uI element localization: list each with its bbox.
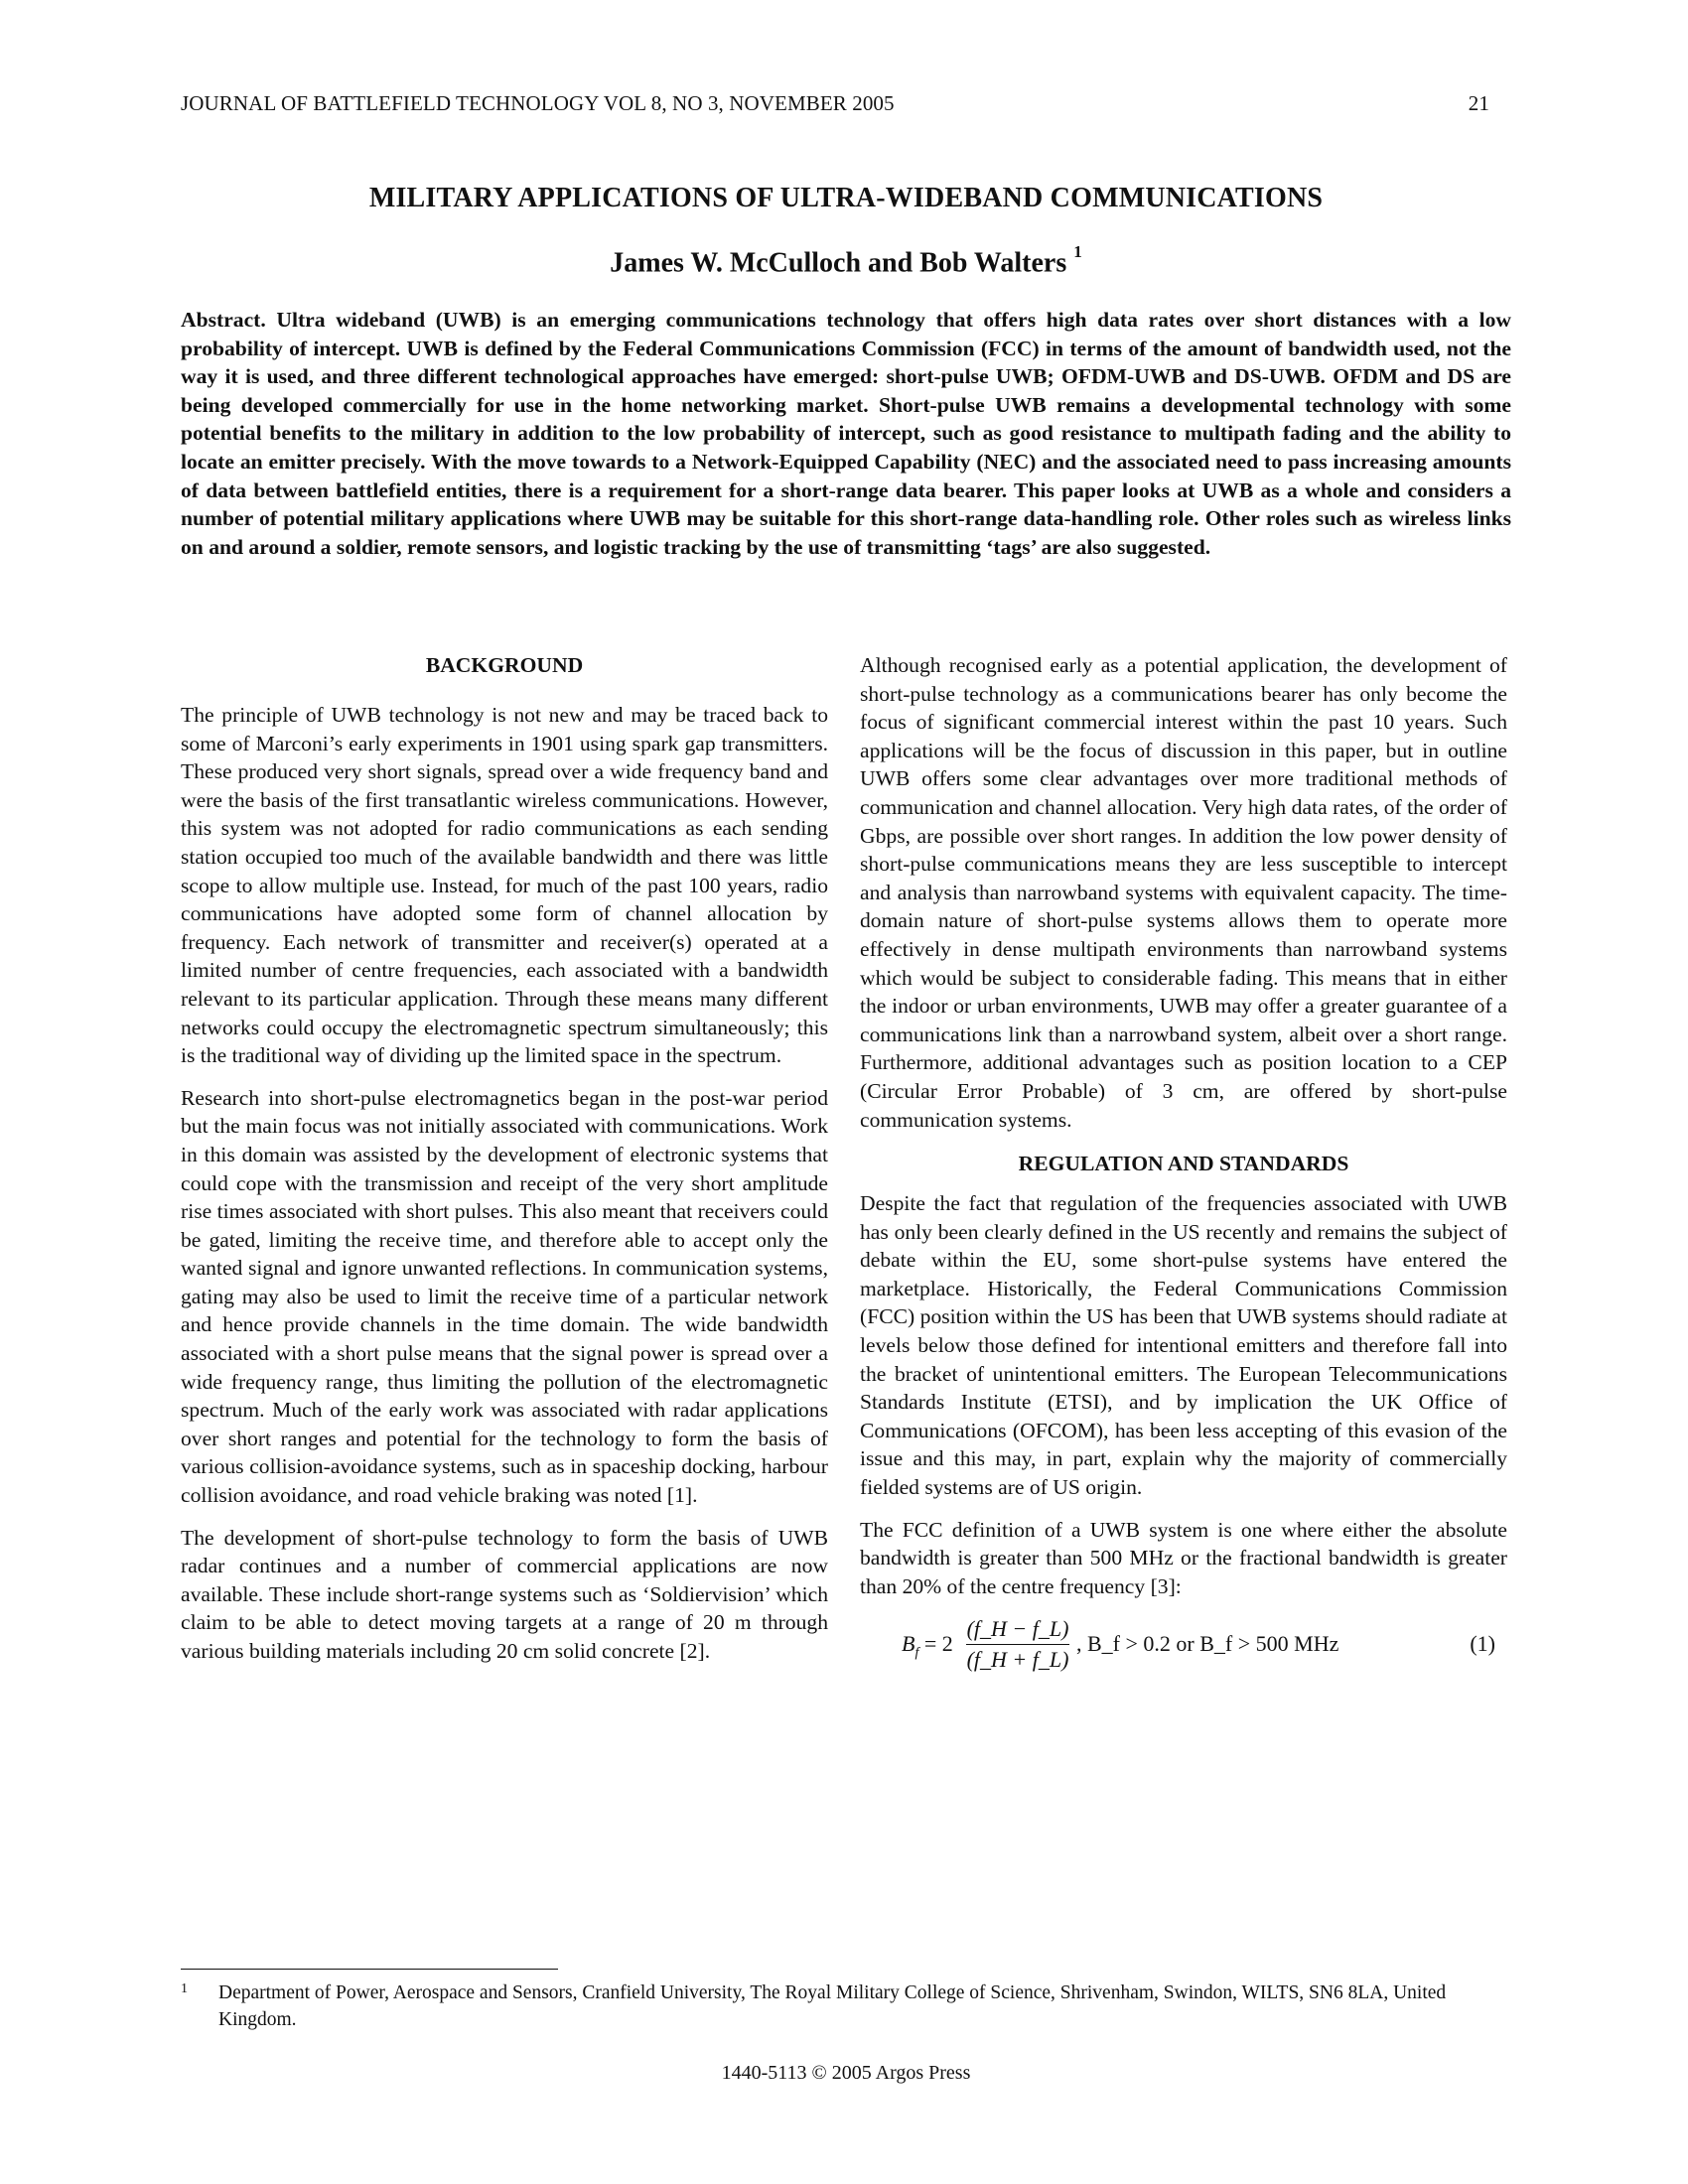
author-names: James W. McCulloch and Bob Walters xyxy=(610,247,1067,279)
footnote-divider xyxy=(181,1969,558,1970)
equation-numerator: (f_H − f_L) xyxy=(966,1616,1069,1642)
paragraph: Despite the fact that regulation of the frequencies associated with UWB has only been clearly defined in the US recently and remains the subject of debate within the EU, some short-pulse systems have entered the marketplace. Historically, the Federal Communications Commission (FCC) position within the US has been that UWB systems should radiate at levels below those defined for intentional emitters and therefore fall into the bracket of unintentional emitters. The European Telecommunications Standards Institute (ETSI), and by implication the UK Office of Communications (OFCOM), has been less accepting of this evasion of the issue and this may, in part, explain why the majority of commercially fielded systems are of US origin. xyxy=(860,1191,1507,1500)
abstract: Abstract. Ultra wideband (UWB) is an emerging communications technology that offers high data rates over short distances with a low probability of intercept. UWB is defined by the Federal Communications Commission (FCC) in terms of the amount of bandwidth used, not the way it is used, and three different technological approaches have emerged: short-pulse UWB; OFDM-UWB and DS-UWB. OFDM and DS are being developed commercially for use in the home networking market. Short-pulse UWB remains a developmental technology with some potential benefits to the military in addition to the low probability of intercept, such as good resistance to multipath fading and the ability to locate an emitter precisely. With the move towards to a Network-Equipped Capability (NEC) and the associated need to pass increasing amounts of data between battlefield entities, there is a requirement for a short-range data bearer. This paper looks at UWB as a whole and considers a number of potential military applications where UWB may be suitable for this short-range data-handling role. Other roles such as wireless links on and around a soldier, remote sensors, and logistic tracking by the use of transmitting ‘tags’ are also suggested. xyxy=(181,308,1511,559)
paragraph: Research into short-pulse electromagnetics began in the post-war period but the main focus was not initially associated with communications. Work in this domain was assisted by the development of electronic systems that could cope with the transmission and receipt of the very short amplitude rise times associated with short pulses. This also meant that receivers could be gated, limiting the receive time, and therefore able to accept only the wanted signal and ignore unwanted reflections. In communication systems, gating may also be used to limit the receive time of a particular network and hence provide channels in the time domain. The wide bandwidth associated with a short pulse means that the signal power is spread over a wide frequency range, thus limiting the pollution of the electromagnetic spectrum. Much of the early work was associated with radar applications over short ranges and potential for the technology to form the basis of various collision-avoidance systems, such as in spaceship docking, harbour collision avoidance, and road vehicle braking was noted [1]. xyxy=(181,1085,828,1508)
equation-condition: , B_f > 0.2 or B_f > 500 MHz xyxy=(1076,1631,1339,1657)
left-column xyxy=(181,651,828,1680)
equation-lhs: $B_f = 2$ xyxy=(902,1631,953,1661)
running-head xyxy=(181,91,1511,121)
paragraph: The principle of UWB technology is not new and may be traced back to some of Marconi’s early experiments in 1901 using spark gap transmitters. These produced very short signals, spread over a wide frequency band and were the basis of the first transatlantic wireless communications. However, this system was not adopted for radio communications as each sending station occupied too much of the available bandwidth and there was little scope to allow multiple use. Instead, for much of the past 100 years, radio communications have adopted some form of channel allocation by frequency. Each network of transmitter and receiver(s) operated at a limited number of centre frequencies, each associated with a bandwidth relevant to its particular application. Through these means many different networks could occupy the electromagnetic spectrum simultaneously; this is the traditional way of dividing up the limited space in the spectrum. xyxy=(181,703,828,1068)
equation-1 xyxy=(860,1614,1507,1682)
footnote-mark: 1 xyxy=(181,1981,188,1996)
right-column xyxy=(860,651,1507,1682)
section-heading-background: BACKGROUND xyxy=(425,653,584,677)
author-line xyxy=(181,242,1511,279)
paper-title: MILITARY APPLICATIONS OF ULTRA-WIDEBAND COMMUNICATIONS xyxy=(368,183,1324,213)
page-footer: 1440-5113 © 2005 Argos Press xyxy=(721,2062,971,2084)
equation-denominator: (f_H + f_L) xyxy=(966,1647,1069,1673)
author-footnote-mark: 1 xyxy=(1073,242,1082,261)
page-number: 21 xyxy=(1468,91,1489,115)
footnote-text: Department of Power, Aerospace and Sensors, Cranfield University, The Royal Military College of Science, Shrivenham, Swindon, WILTS, SN6 8LA, United Kingdom. xyxy=(218,1982,1447,2030)
equation-number: (1) xyxy=(1470,1631,1495,1657)
paragraph: Although recognised early as a potential application, the development of short-pulse technology as a communications bearer has only become the focus of significant commercial interest within the past 10 years. Such applications will be the focus of discussion in this paper, but in outline UWB offers some clear advantages over more traditional methods of communication and channel allocation. Very high data rates, of the order of Gbps, are possible over short ranges. In addition the low power density of short-pulse communications means they are less susceptible to intercept and analysis than narrowband systems with equivalent capacity. The time-domain nature of short-pulse systems allows them to operate more effectively in dense multipath environments than narrowband systems which would be subject to considerable fading. This means that in either the indoor or urban environments, UWB may offer a greater guarantee of a communications link than a narrowband system, albeit over a short range. Furthermore, additional advantages such as position location to a CEP (Circular Error Probable) of 3 cm, are offered by short-pulse communication systems. xyxy=(860,653,1507,1132)
footnote xyxy=(181,1979,1511,2033)
section-heading-regulation: REGULATION AND STANDARDS xyxy=(1018,1152,1349,1176)
paragraph: The development of short-pulse technology to form the basis of UWB radar continues and a number of commercial applications are now available. These include short-range systems such as ‘Soldiervision’ which claim to be able to detect moving targets at a range of 20 m through various building materials including 20 cm solid concrete [2]. xyxy=(181,1525,828,1663)
paragraph: The FCC definition of a UWB system is one where either the absolute bandwidth is greater than 500 MHz or the fractional bandwidth is greater than 20% of the centre frequency [3]: xyxy=(860,1517,1507,1598)
equation-fraction xyxy=(966,1614,1069,1675)
journal-citation: JOURNAL OF BATTLEFIELD TECHNOLOGY VOL 8, NO 3, NOVEMBER 2005 xyxy=(181,91,895,115)
